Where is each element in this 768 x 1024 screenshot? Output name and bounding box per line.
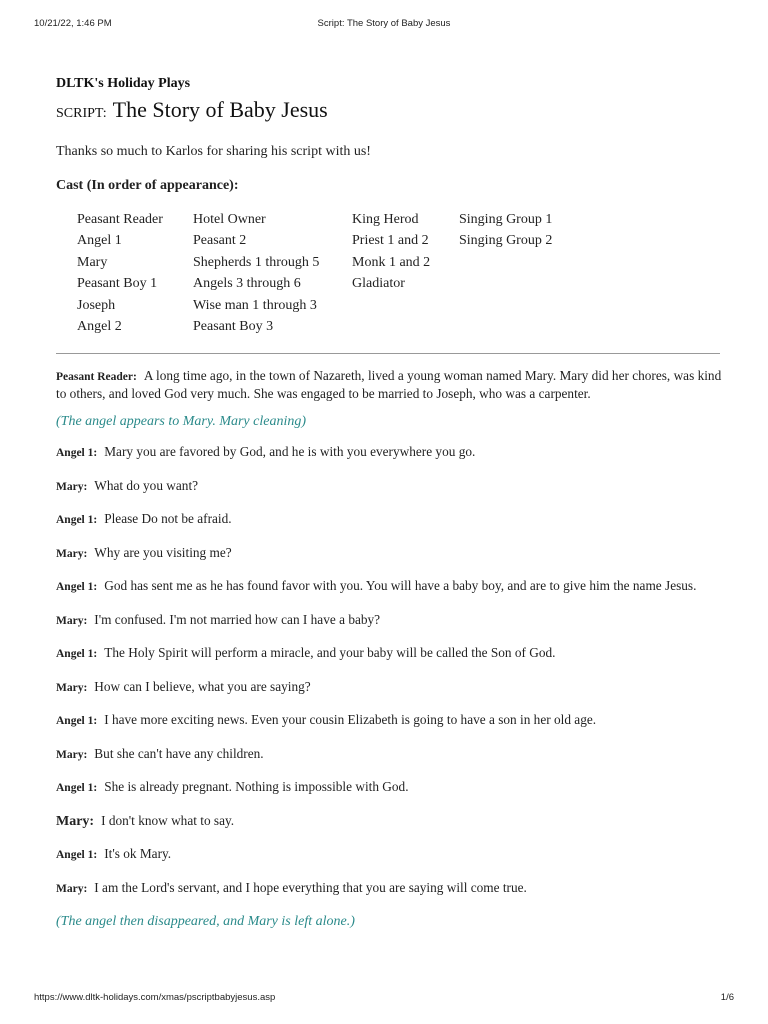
cast-table (77, 211, 579, 339)
dialogue-text: I have more exciting news. Even your cousin Elizabeth is going to have a son in her old age. (104, 712, 597, 728)
dialogue-line (56, 746, 722, 764)
dialogue-line (56, 478, 722, 496)
cast-member: Monk 1 and 2 (352, 254, 431, 270)
dialogue-line (56, 846, 722, 864)
cast-member: Peasant Reader (77, 212, 163, 227)
script-label: SCRIPT: (56, 106, 107, 121)
dialogue-text: God has sent me as he has found favor with you. You will have a baby boy, and are to give him the name Jesus. (104, 578, 697, 594)
speaker-name: Angel 1: (56, 514, 98, 527)
stage-direction: (The angel appears to Mary. Mary cleaning) (56, 414, 307, 430)
dialogue-line (56, 779, 722, 797)
cast-member (459, 318, 579, 339)
speaker-name: Mary: (56, 547, 88, 560)
site-title: DLTK's Holiday Plays (56, 76, 191, 91)
thanks-text: Thanks so much to Karlos for sharing his script with us! (56, 144, 371, 159)
dialogue-line (56, 545, 722, 563)
dialogue-text: What do you want? (94, 477, 199, 493)
dialogue-line (56, 578, 722, 596)
cast-member: King Herod (352, 212, 419, 227)
divider (56, 353, 720, 354)
dialogue-line (56, 511, 722, 529)
cast-row (77, 275, 579, 296)
dialogue-text: A long time ago, in the town of Nazareth, lived a young woman named Mary. Mary did her chores, was kind to others, and loved God very much. She was engaged to be married to Joseph, who was a carpenter. (56, 368, 722, 401)
dialogue-text: I am the Lord's servant, and I hope everything that you are saying will come true. (94, 879, 527, 895)
print-datetime: 10/21/22, 1:46 PM (34, 18, 112, 29)
cast-member: Peasant 2 (193, 233, 247, 249)
cast-row (77, 254, 579, 275)
stage-direction: (The angel then disappeared, and Mary is left alone.) (56, 914, 355, 930)
cast-member: Mary (77, 254, 108, 270)
speaker-name: Angel 1: (56, 648, 98, 661)
dialogue-text: The Holy Spirit will perform a miracle, and your baby will be called the Son of God. (104, 645, 556, 661)
print-page-number: 1/6 (720, 992, 734, 1003)
dialogue (56, 368, 722, 931)
dialogue-text: Mary you are favored by God, and he is with you everywhere you go. (104, 444, 476, 460)
dialogue-line (56, 679, 722, 697)
speaker-name: Mary: (56, 813, 95, 829)
speaker-name: Angel 1: (56, 715, 98, 728)
document-content (56, 74, 722, 944)
cast-member: Angel 1 (77, 233, 122, 249)
print-footer (34, 992, 734, 1006)
dialogue-line (56, 444, 722, 462)
dialogue-text: But she can't have any children. (94, 745, 264, 761)
cast-member: Wise man 1 through 3 (193, 297, 317, 313)
cast-member: Gladiator (352, 276, 405, 292)
speaker-name: Angel 1: (56, 447, 98, 460)
cast-member: Angel 2 (77, 318, 122, 334)
cast-member: Angels 3 through 6 (193, 276, 301, 292)
dialogue-text: Please Do not be afraid. (104, 511, 232, 527)
cast-member (352, 318, 459, 339)
cast-member (459, 297, 579, 318)
dialogue-text: How can I believe, what you are saying? (94, 678, 311, 694)
dialogue-text: I don't know what to say. (101, 812, 235, 828)
cast-row (77, 211, 579, 232)
cast-member: Singing Group 1 (459, 212, 553, 227)
dialogue-line (56, 645, 722, 663)
dialogue-text: Why are you visiting me? (94, 544, 232, 560)
dialogue-line (56, 813, 722, 831)
script-name: The Story of Baby Jesus (112, 97, 328, 122)
dialogue-text: She is already pregnant. Nothing is impossible with God. (104, 779, 409, 795)
cast-member: Shepherds 1 through 5 (193, 254, 320, 270)
cast-row (77, 232, 579, 253)
speaker-name: Angel 1: (56, 849, 98, 862)
cast-member (459, 275, 579, 296)
speaker-name: Mary: (56, 748, 88, 761)
cast-member: Priest 1 and 2 (352, 233, 429, 249)
speaker-name: Mary: (56, 614, 88, 627)
print-url: https://www.dltk-holidays.com/xmas/pscriptbabyjesus.asp (34, 992, 276, 1003)
cast-row (77, 318, 579, 339)
cast-member: Peasant Boy 1 (77, 276, 158, 292)
cast-member: Singing Group 2 (459, 233, 553, 249)
dialogue-text: I'm confused. I'm not married how can I have a baby? (94, 611, 381, 627)
dialogue-line (56, 612, 722, 630)
script-title (56, 96, 722, 128)
speaker-name: Mary: (56, 480, 88, 493)
dialogue-text: It's ok Mary. (104, 846, 172, 862)
cast-member: Joseph (77, 297, 116, 313)
dialogue-line (56, 368, 722, 402)
dialogue-line (56, 880, 722, 898)
speaker-name: Mary: (56, 882, 88, 895)
cast-row (77, 297, 579, 318)
speaker-name: Peasant Reader: (56, 371, 137, 384)
print-header (34, 18, 734, 32)
cast-member (352, 297, 459, 318)
cast-member (459, 254, 579, 275)
speaker-name: Mary: (56, 681, 88, 694)
cast-heading: Cast (In order of appearance): (56, 178, 239, 193)
cast-member: Peasant Boy 3 (193, 318, 274, 334)
speaker-name: Angel 1: (56, 581, 98, 594)
speaker-name: Angel 1: (56, 782, 98, 795)
cast-member: Hotel Owner (193, 212, 266, 227)
print-page-title: Script: The Story of Baby Jesus (317, 18, 451, 29)
dialogue-line (56, 712, 722, 730)
